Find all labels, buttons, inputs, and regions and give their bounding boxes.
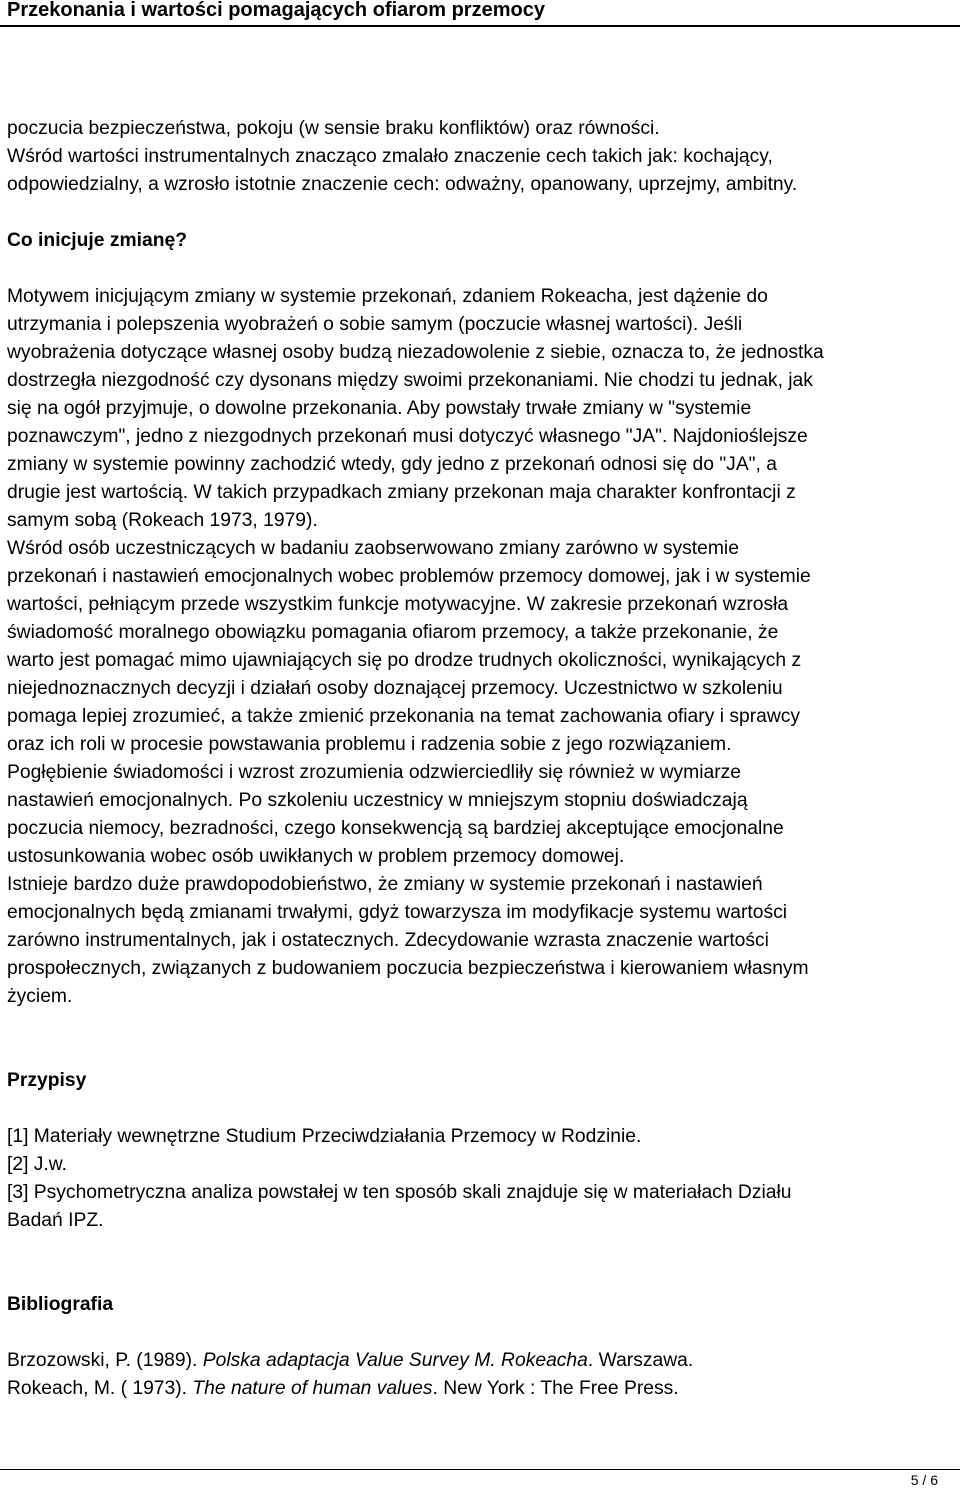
text-line: poznawczym", jedno z niezgodnych przekonań musi dotyczyć własnego "JA". Najdonioślejsze (7, 426, 808, 447)
intro-paragraph (7, 115, 953, 199)
text-line: się na ogół przyjmuje, o dowolne przekonania. Aby powstały trwałe zmiany w "systemie (7, 398, 752, 419)
footnotes-list (7, 1123, 953, 1235)
text-line: dostrzegła niezgodność czy dysonans między swoimi przekonaniami. Nie chodzi tu jednak, jak (7, 370, 813, 391)
text-line: Wśród osób uczestniczących w badaniu zaobserwowano zmiany zarówno w systemie (7, 538, 739, 559)
spacer (7, 1319, 953, 1347)
bibliography-entry-publisher: . New York : The Free Press. (432, 1378, 679, 1399)
text-line: Wśród wartości instrumentalnych znacząco zmalało znaczenie cech takich jak: kochający, (7, 146, 773, 167)
text-line: wartości, pełniącym przede wszystkim funkcje motywacyjne. W zakresie przekonań wzrosła (7, 594, 789, 615)
spacer (7, 1011, 953, 1067)
text-line: Motywem inicjującym zmiany w systemie przekonań, zdaniem Rokeacha, jest dążenie do (7, 286, 768, 307)
footnotes-heading: Przypisy (7, 1070, 87, 1091)
footnote-line: [1] Materiały wewnętrzne Studium Przeciwdziałania Przemocy w Rodzinie. (7, 1126, 642, 1147)
footnote-line: [2] J.w. (7, 1154, 68, 1175)
text-line: Pogłębienie świadomości i wzrost zrozumienia odzwierciedliły się również w wymiarze (7, 762, 742, 783)
spacer (7, 255, 953, 283)
text-line: wyobrażenia dotyczące własnej osoby budzą niezadowolenie z siebie, oznacza to, że jednostka (7, 342, 824, 363)
text-line: życiem. (7, 986, 73, 1007)
text-line: pomaga lepiej zrozumieć, a także zmienić przekonania na temat zachowania ofiary i sprawcy (7, 706, 801, 727)
bibliography-entry-author: Brzozowski, P. (1989). (7, 1350, 203, 1371)
main-paragraphs (7, 283, 953, 1011)
text-line: poczucia niemocy, bezradności, czego konsekwencją są bardziej akceptujące emocjonalne (7, 818, 784, 839)
text-line: ustosunkowania wobec osób uwikłanych w problem przemocy domowej. (7, 846, 625, 867)
bibliography-entry-title: The nature of human values (192, 1378, 433, 1399)
spacer (7, 199, 953, 227)
bibliography-entry-title: Polska adaptacja Value Survey M. Rokeacha (202, 1350, 588, 1371)
text-line: niejednoznacznych decyzji i działań osoby doznającej przemocy. Uczestnictwo w szkoleniu (7, 678, 783, 699)
page-header (0, 0, 960, 27)
bibliography-list (7, 1347, 953, 1403)
text-line: drugie jest wartością. W takich przypadkach zmiany przekonan maja charakter konfrontacji z (7, 482, 796, 503)
text-line: oraz ich roli w procesie powstawania problemu i radzenia sobie z jego rozwiązaniem. (7, 734, 732, 755)
spacer (7, 1095, 953, 1123)
bibliography-entry-publisher: . Warszawa. (587, 1350, 694, 1371)
text-line: Istnieje bardzo duże prawdopodobieństwo, że zmiany w systemie przekonań i nastawień (7, 874, 763, 895)
page-number: 5 / 6 (910, 1472, 938, 1488)
text-line: emocjonalnych będą zmianami trwałymi, gdyż towarzysza im modyfikacje systemu wartości (7, 902, 788, 923)
text-line: odpowiedzialny, a wzrosło istotnie znaczenie cech: odważny, opanowany, uprzejmy, ambitny. (7, 174, 798, 195)
text-line: przekonań i nastawień emocjonalnych wobec problemów przemocy domowej, jak i w systemie (7, 566, 811, 587)
text-line: poczucia bezpieczeństwa, pokoju (w sensie braku konfliktów) oraz równości. (7, 118, 660, 139)
spacer (7, 1235, 953, 1291)
footnote-line: [3] Psychometryczna analiza powstałej w ten sposób skali znajduje się w materiałach Działu (7, 1182, 792, 1203)
text-line: zmiany w systemie powinny zachodzić wtedy, gdy jedno z przekonań odnosi się do "JA", a (7, 454, 777, 475)
section-heading: Co inicjuje zmianę? (7, 230, 187, 251)
text-line: warto jest pomagać mimo ujawniających się po drodze trudnych okoliczności, wynikających z (7, 650, 802, 671)
bibliography-heading: Bibliografia (7, 1294, 114, 1315)
header-divider (0, 25, 960, 27)
page-header-title: Przekonania i wartości pomagających ofiarom przemocy (7, 0, 545, 21)
document-body (7, 115, 953, 1403)
text-line: prospołecznych, związanych z budowaniem poczucia bezpieczeństwa i kierowaniem własnym (7, 958, 809, 979)
text-line: zarówno instrumentalnych, jak i ostatecznych. Zdecydowanie wzrasta znaczenie wartości (7, 930, 769, 951)
text-line: nastawień emocjonalnych. Po szkoleniu uczestnicy w mniejszym stopniu doświadczają (7, 790, 748, 811)
text-line: świadomość moralnego obowiązku pomagania ofiarom przemocy, a także przekonanie, że (7, 622, 779, 643)
footnote-line: Badań IPZ. (7, 1210, 104, 1231)
text-line: utrzymania i polepszenia wyobrażeń o sobie samym (poczucie własnej wartości). Jeśli (7, 314, 743, 335)
text-line: samym sobą (Rokeach 1973, 1979). (7, 510, 318, 531)
bibliography-entry-author: Rokeach, M. ( 1973). (7, 1378, 193, 1399)
bibliography-entry (7, 1347, 953, 1375)
footer-divider (0, 1469, 960, 1470)
bibliography-entry (7, 1375, 953, 1403)
